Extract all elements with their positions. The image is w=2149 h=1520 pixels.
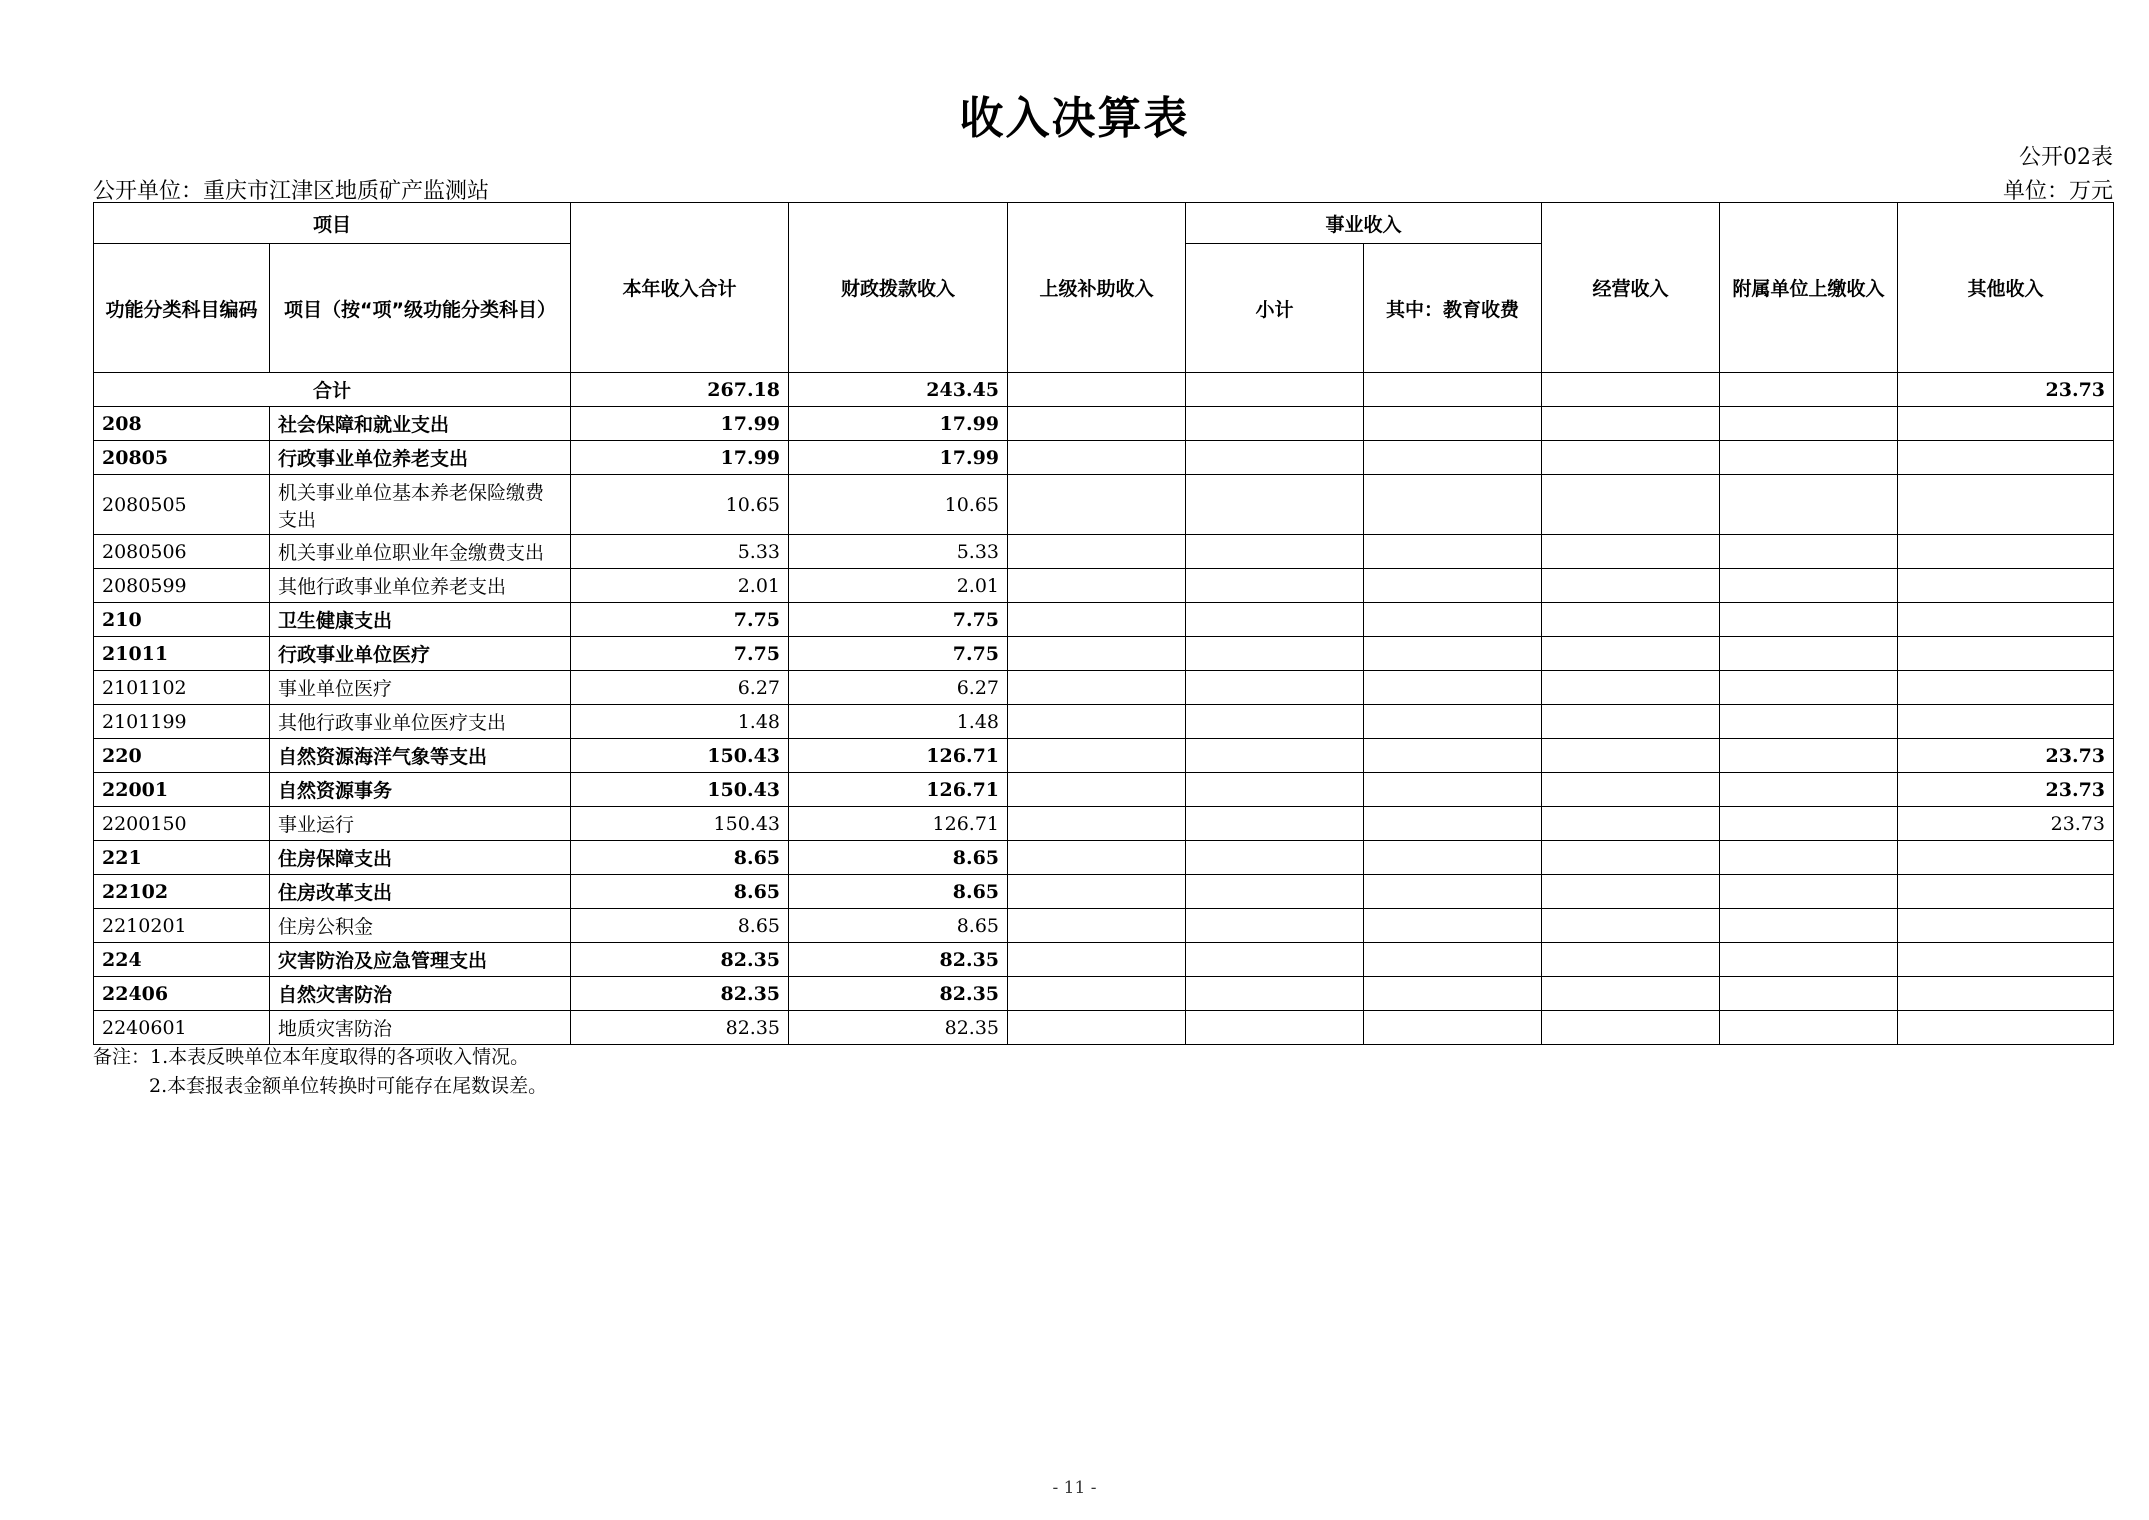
row-total-income: 8.65 xyxy=(571,875,789,909)
table-row xyxy=(94,807,2114,841)
row-code: 2101199 xyxy=(94,705,270,739)
table-row xyxy=(94,569,2114,603)
table-row xyxy=(94,407,2114,441)
row-business-income xyxy=(1542,841,1720,875)
row-subtotal xyxy=(1186,1011,1364,1045)
row-code: 2080506 xyxy=(94,535,270,569)
row-total-income: 7.75 xyxy=(571,637,789,671)
row-total-income: 17.99 xyxy=(571,407,789,441)
table-row xyxy=(94,977,2114,1011)
row-superior-subsidy xyxy=(1008,807,1186,841)
row-fiscal: 8.65 xyxy=(789,841,1008,875)
table-row xyxy=(94,1011,2114,1045)
row-total-income: 6.27 xyxy=(571,671,789,705)
row-fiscal: 126.71 xyxy=(789,773,1008,807)
row-total-income: 7.75 xyxy=(571,603,789,637)
row-business-income xyxy=(1542,909,1720,943)
row-other-income xyxy=(1898,441,2114,475)
row-affiliated-income xyxy=(1720,1011,1898,1045)
row-business-income xyxy=(1542,569,1720,603)
header-total-income: 本年收入合计 xyxy=(571,203,789,373)
row-superior-subsidy xyxy=(1008,535,1186,569)
row-affiliated-income xyxy=(1720,773,1898,807)
row-other-income xyxy=(1898,943,2114,977)
row-affiliated-income xyxy=(1720,441,1898,475)
row-code: 20805 xyxy=(94,441,270,475)
row-affiliated-income xyxy=(1720,475,1898,535)
row-subtotal xyxy=(1186,705,1364,739)
row-fiscal: 1.48 xyxy=(789,705,1008,739)
row-education-fee xyxy=(1364,535,1542,569)
notes xyxy=(93,1043,547,1101)
row-other-income xyxy=(1898,909,2114,943)
empty-cell xyxy=(1186,373,1364,407)
row-subtotal xyxy=(1186,407,1364,441)
row-affiliated-income xyxy=(1720,705,1898,739)
row-name: 机关事业单位基本养老保险缴费支出 xyxy=(270,475,571,535)
row-subtotal xyxy=(1186,637,1364,671)
row-code: 2080505 xyxy=(94,475,270,535)
row-other-income xyxy=(1898,671,2114,705)
row-business-income xyxy=(1542,671,1720,705)
row-subtotal xyxy=(1186,943,1364,977)
header-other-income: 其他收入 xyxy=(1898,203,2114,373)
row-code: 22102 xyxy=(94,875,270,909)
row-name: 住房公积金 xyxy=(270,909,571,943)
row-other-income xyxy=(1898,1011,2114,1045)
table-row xyxy=(94,637,2114,671)
row-superior-subsidy xyxy=(1008,475,1186,535)
header-superior-subsidy: 上级补助收入 xyxy=(1008,203,1186,373)
row-affiliated-income xyxy=(1720,909,1898,943)
row-subtotal xyxy=(1186,569,1364,603)
page-number: - 11 - xyxy=(1052,1478,1097,1498)
row-subtotal xyxy=(1186,603,1364,637)
row-code: 22001 xyxy=(94,773,270,807)
row-subtotal xyxy=(1186,671,1364,705)
row-education-fee xyxy=(1364,441,1542,475)
row-superior-subsidy xyxy=(1008,637,1186,671)
currency-unit: 单位：万元 xyxy=(2002,179,2113,204)
row-education-fee xyxy=(1364,977,1542,1011)
row-superior-subsidy xyxy=(1008,739,1186,773)
row-education-fee xyxy=(1364,1011,1542,1045)
row-name: 卫生健康支出 xyxy=(270,603,571,637)
row-business-income xyxy=(1542,637,1720,671)
row-subtotal xyxy=(1186,841,1364,875)
row-superior-subsidy xyxy=(1008,603,1186,637)
row-business-income xyxy=(1542,441,1720,475)
row-total-income: 17.99 xyxy=(571,441,789,475)
row-business-income xyxy=(1542,407,1720,441)
header-fiscal: 财政拨款收入 xyxy=(789,203,1008,373)
row-affiliated-income xyxy=(1720,943,1898,977)
row-subtotal xyxy=(1186,875,1364,909)
header-affiliated-income: 附属单位上缴收入 xyxy=(1720,203,1898,373)
row-name: 行政事业单位医疗 xyxy=(270,637,571,671)
reporting-unit: 公开单位：重庆市江津区地质矿产监测站 xyxy=(93,179,490,204)
row-fiscal: 17.99 xyxy=(789,407,1008,441)
row-name: 灾害防治及应急管理支出 xyxy=(270,943,571,977)
row-code: 2101102 xyxy=(94,671,270,705)
row-subtotal xyxy=(1186,977,1364,1011)
row-superior-subsidy xyxy=(1008,407,1186,441)
row-fiscal: 2.01 xyxy=(789,569,1008,603)
note-1: 备注：1.本表反映单位本年度取得的各项收入情况。 xyxy=(93,1046,530,1068)
row-education-fee xyxy=(1364,569,1542,603)
row-total-income: 82.35 xyxy=(571,977,789,1011)
row-fiscal: 7.75 xyxy=(789,603,1008,637)
table-row xyxy=(94,773,2114,807)
empty-cell xyxy=(1720,373,1898,407)
row-education-fee xyxy=(1364,943,1542,977)
row-superior-subsidy xyxy=(1008,441,1186,475)
row-superior-subsidy xyxy=(1008,569,1186,603)
table-row xyxy=(94,441,2114,475)
row-education-fee xyxy=(1364,705,1542,739)
header-career-income: 事业收入 xyxy=(1186,203,1542,244)
row-total-income: 2.01 xyxy=(571,569,789,603)
row-education-fee xyxy=(1364,407,1542,441)
row-business-income xyxy=(1542,943,1720,977)
row-superior-subsidy xyxy=(1008,943,1186,977)
page-title: 收入决算表 xyxy=(959,93,1190,144)
row-name: 自然灾害防治 xyxy=(270,977,571,1011)
row-subtotal xyxy=(1186,739,1364,773)
row-superior-subsidy xyxy=(1008,841,1186,875)
header-business-income: 经营收入 xyxy=(1542,203,1720,373)
row-other-income xyxy=(1898,475,2114,535)
table-row xyxy=(94,603,2114,637)
row-business-income xyxy=(1542,705,1720,739)
row-business-income xyxy=(1542,977,1720,1011)
row-other-income xyxy=(1898,407,2114,441)
total-row xyxy=(94,373,2114,407)
row-superior-subsidy xyxy=(1008,773,1186,807)
row-total-income: 10.65 xyxy=(571,475,789,535)
row-fiscal: 6.27 xyxy=(789,671,1008,705)
table-row xyxy=(94,671,2114,705)
row-superior-subsidy xyxy=(1008,909,1186,943)
row-other-income: 23.73 xyxy=(1898,807,2114,841)
header-subtotal: 小计 xyxy=(1186,244,1364,373)
row-superior-subsidy xyxy=(1008,977,1186,1011)
row-code: 2200150 xyxy=(94,807,270,841)
row-code: 2080599 xyxy=(94,569,270,603)
table-row xyxy=(94,475,2114,535)
empty-cell xyxy=(1364,373,1542,407)
row-total-income: 150.43 xyxy=(571,773,789,807)
row-other-income: 23.73 xyxy=(1898,773,2114,807)
row-other-income xyxy=(1898,603,2114,637)
row-education-fee xyxy=(1364,475,1542,535)
row-education-fee xyxy=(1364,841,1542,875)
row-other-income xyxy=(1898,977,2114,1011)
row-code: 224 xyxy=(94,943,270,977)
row-fiscal: 7.75 xyxy=(789,637,1008,671)
header-project: 项目 xyxy=(94,203,571,244)
row-other-income: 23.73 xyxy=(1898,739,2114,773)
row-business-income xyxy=(1542,773,1720,807)
row-business-income xyxy=(1542,1011,1720,1045)
row-superior-subsidy xyxy=(1008,1011,1186,1045)
row-fiscal: 8.65 xyxy=(789,909,1008,943)
row-name: 社会保障和就业支出 xyxy=(270,407,571,441)
row-affiliated-income xyxy=(1720,671,1898,705)
row-total-income: 8.65 xyxy=(571,909,789,943)
row-business-income xyxy=(1542,535,1720,569)
row-affiliated-income xyxy=(1720,807,1898,841)
total-other-value: 23.73 xyxy=(1898,373,2114,407)
row-total-income: 1.48 xyxy=(571,705,789,739)
row-total-income: 82.35 xyxy=(571,943,789,977)
table-row xyxy=(94,875,2114,909)
table-row xyxy=(94,841,2114,875)
row-subtotal xyxy=(1186,535,1364,569)
total-label: 合计 xyxy=(94,373,571,407)
row-other-income xyxy=(1898,535,2114,569)
row-education-fee xyxy=(1364,875,1542,909)
row-code: 221 xyxy=(94,841,270,875)
row-code: 220 xyxy=(94,739,270,773)
row-fiscal: 82.35 xyxy=(789,977,1008,1011)
row-fiscal: 126.71 xyxy=(789,807,1008,841)
row-code: 21011 xyxy=(94,637,270,671)
row-affiliated-income xyxy=(1720,535,1898,569)
row-education-fee xyxy=(1364,807,1542,841)
row-other-income xyxy=(1898,637,2114,671)
row-total-income: 150.43 xyxy=(571,739,789,773)
row-education-fee xyxy=(1364,637,1542,671)
header-func-name: 项目（按“项”级功能分类科目） xyxy=(270,244,571,373)
empty-cell xyxy=(1542,373,1720,407)
row-name: 自然资源海洋气象等支出 xyxy=(270,739,571,773)
row-fiscal: 5.33 xyxy=(789,535,1008,569)
row-fiscal: 17.99 xyxy=(789,441,1008,475)
row-business-income xyxy=(1542,603,1720,637)
table-row xyxy=(94,705,2114,739)
table-row xyxy=(94,739,2114,773)
row-total-income: 150.43 xyxy=(571,807,789,841)
row-total-income: 8.65 xyxy=(571,841,789,875)
row-education-fee xyxy=(1364,739,1542,773)
row-business-income xyxy=(1542,739,1720,773)
row-fiscal: 126.71 xyxy=(789,739,1008,773)
row-affiliated-income xyxy=(1720,569,1898,603)
row-subtotal xyxy=(1186,475,1364,535)
row-total-income: 5.33 xyxy=(571,535,789,569)
row-name: 地质灾害防治 xyxy=(270,1011,571,1045)
row-fiscal: 82.35 xyxy=(789,1011,1008,1045)
row-superior-subsidy xyxy=(1008,705,1186,739)
row-affiliated-income xyxy=(1720,603,1898,637)
row-name: 其他行政事业单位养老支出 xyxy=(270,569,571,603)
row-code: 208 xyxy=(94,407,270,441)
row-subtotal xyxy=(1186,441,1364,475)
row-education-fee xyxy=(1364,909,1542,943)
row-other-income xyxy=(1898,841,2114,875)
row-affiliated-income xyxy=(1720,637,1898,671)
row-name: 其他行政事业单位医疗支出 xyxy=(270,705,571,739)
header-func-code: 功能分类科目编码 xyxy=(94,244,270,373)
row-business-income xyxy=(1542,475,1720,535)
row-education-fee xyxy=(1364,773,1542,807)
row-other-income xyxy=(1898,705,2114,739)
row-code: 2210201 xyxy=(94,909,270,943)
row-education-fee xyxy=(1364,671,1542,705)
row-name: 机关事业单位职业年金缴费支出 xyxy=(270,535,571,569)
row-total-income: 82.35 xyxy=(571,1011,789,1045)
total-income-value: 267.18 xyxy=(571,373,789,407)
header-education-fee: 其中：教育收费 xyxy=(1364,244,1542,373)
row-fiscal: 8.65 xyxy=(789,875,1008,909)
row-name: 住房改革支出 xyxy=(270,875,571,909)
table-row xyxy=(94,535,2114,569)
row-name: 行政事业单位养老支出 xyxy=(270,441,571,475)
income-table xyxy=(93,202,2114,1045)
row-affiliated-income xyxy=(1720,875,1898,909)
row-code: 210 xyxy=(94,603,270,637)
table-code: 公开02表 xyxy=(2019,145,2113,170)
row-affiliated-income xyxy=(1720,407,1898,441)
row-code: 2240601 xyxy=(94,1011,270,1045)
empty-cell xyxy=(1008,373,1186,407)
row-name: 事业运行 xyxy=(270,807,571,841)
row-subtotal xyxy=(1186,807,1364,841)
row-code: 22406 xyxy=(94,977,270,1011)
row-fiscal: 82.35 xyxy=(789,943,1008,977)
row-education-fee xyxy=(1364,603,1542,637)
total-fiscal-value: 243.45 xyxy=(789,373,1008,407)
row-business-income xyxy=(1542,807,1720,841)
row-business-income xyxy=(1542,875,1720,909)
row-affiliated-income xyxy=(1720,977,1898,1011)
row-subtotal xyxy=(1186,909,1364,943)
row-fiscal: 10.65 xyxy=(789,475,1008,535)
note-2: 2.本套报表金额单位转换时可能存在尾数误差。 xyxy=(149,1075,548,1097)
table-row xyxy=(94,943,2114,977)
row-affiliated-income xyxy=(1720,841,1898,875)
row-superior-subsidy xyxy=(1008,875,1186,909)
row-superior-subsidy xyxy=(1008,671,1186,705)
row-name: 自然资源事务 xyxy=(270,773,571,807)
row-name: 事业单位医疗 xyxy=(270,671,571,705)
row-subtotal xyxy=(1186,773,1364,807)
row-affiliated-income xyxy=(1720,739,1898,773)
table-row xyxy=(94,909,2114,943)
row-other-income xyxy=(1898,875,2114,909)
row-other-income xyxy=(1898,569,2114,603)
row-name: 住房保障支出 xyxy=(270,841,571,875)
